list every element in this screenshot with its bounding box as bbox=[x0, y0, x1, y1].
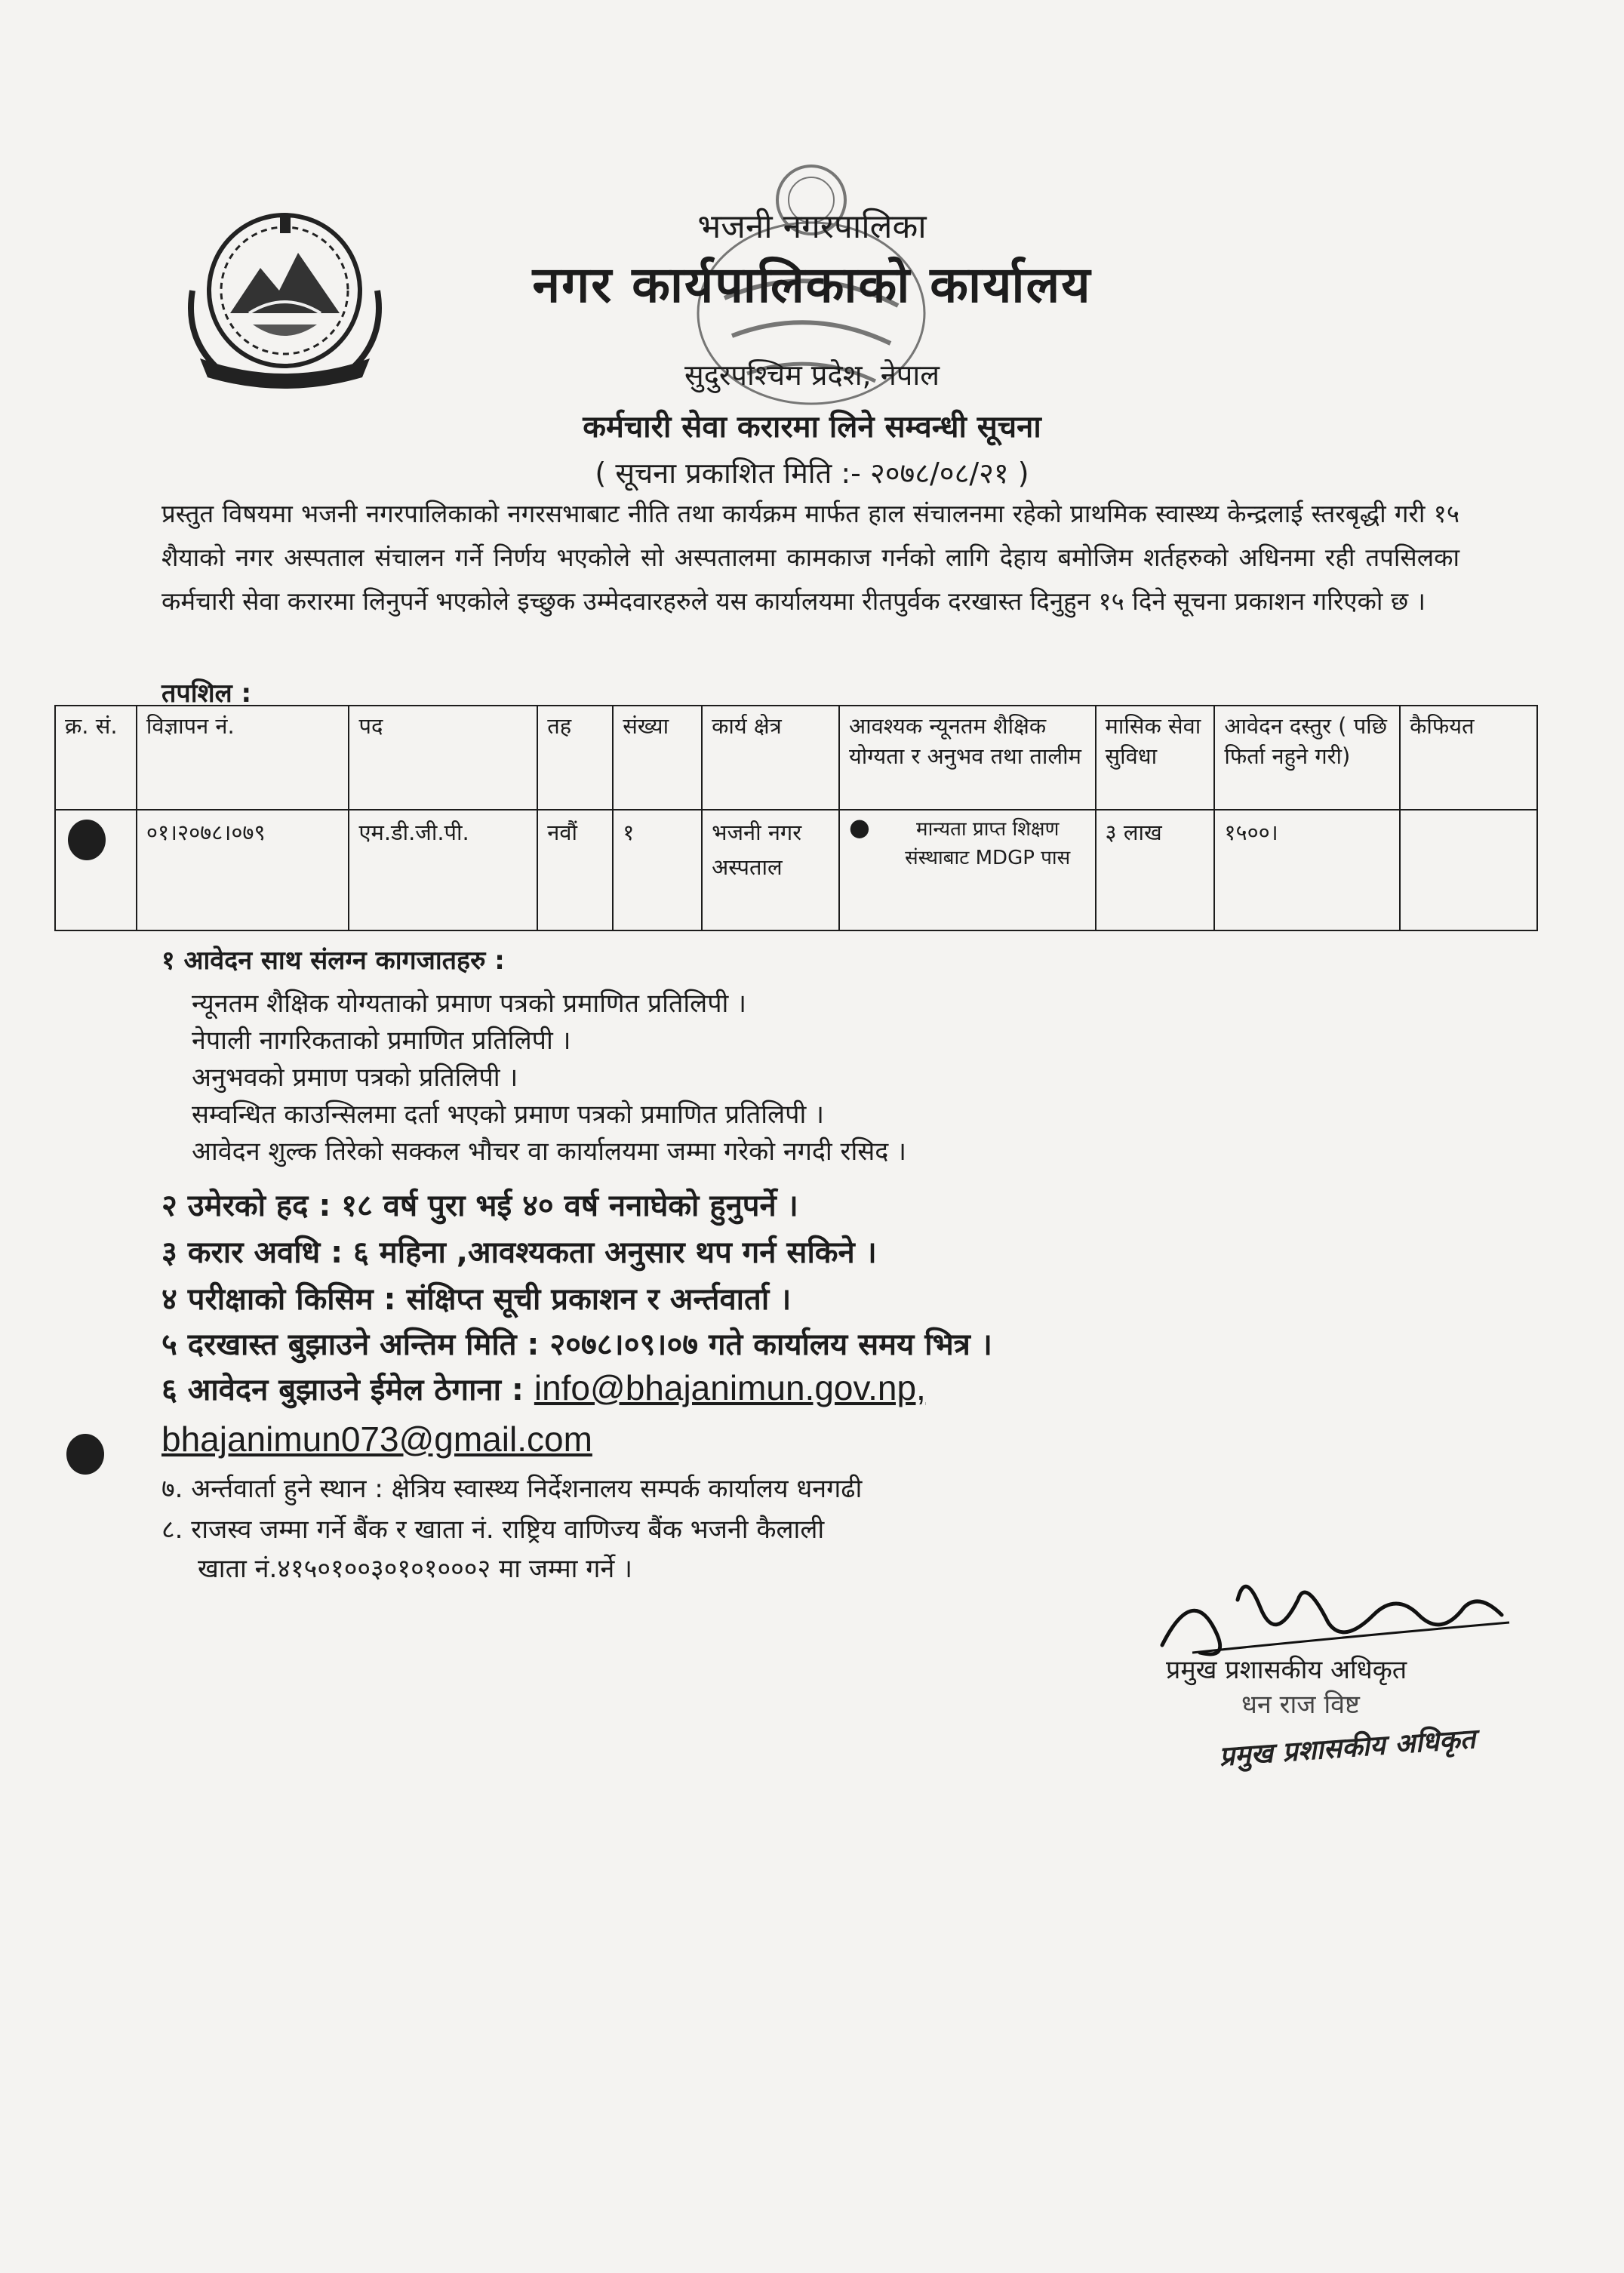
table-header-row bbox=[55, 706, 1537, 810]
stamp-title: प्रमुख प्रशासकीय अधिकृत bbox=[1218, 1724, 1477, 1773]
municipality-name: भजनी नगरपालिका bbox=[697, 208, 927, 246]
qualification-text: मान्यता प्राप्त शिक्षण संस्थाबाट MDGP पास bbox=[905, 818, 1071, 869]
section-contract-period: ३ करार अवधि : ६ महिना ,आवश्यकता अनुसार थप गर्न सकिने । bbox=[161, 1235, 877, 1270]
cell-remarks bbox=[1400, 810, 1537, 930]
section-interview-place: ७. अर्न्तवार्ता हुने स्थान : क्षेत्रिय स्वास्थ्य निर्देशनालय सम्पर्क कार्यालय धनगढी bbox=[161, 1474, 863, 1504]
col-header-level: तह bbox=[537, 706, 613, 810]
list-item: आवेदन शुल्क तिरेको सक्कल भौचर वा कार्यालयमा जम्मा गरेको नगदी रसिद । bbox=[192, 1136, 906, 1167]
col-header-workplace: कार्य क्षेत्र bbox=[702, 706, 839, 810]
cell-workplace: भजनी नगर अस्पताल bbox=[702, 810, 839, 930]
section-age-limit: २ उमेरको हद : १८ वर्ष पुरा भई ४० वर्ष ननाघेको हुनुपर्ने । bbox=[161, 1189, 798, 1223]
cell-qualification bbox=[839, 810, 1096, 930]
email-label: ६ आवेदन बुझाउने ईमेल ठेगाना : bbox=[161, 1373, 534, 1407]
list-item: अनुभवको प्रमाण पत्रको प्रतिलिपी । bbox=[192, 1063, 518, 1093]
section-deadline: ५ दरखास्त बुझाउने अन्तिम मिति : २०७८।०९।०७ गते कार्यालय समय भित्र । bbox=[161, 1327, 992, 1362]
cell-count: १ bbox=[613, 810, 702, 930]
cell-level: नवौं bbox=[537, 810, 613, 930]
office-address: सुदुरपश्चिम प्रदेश, नेपाल bbox=[684, 358, 940, 392]
list-item: सम्वन्धित काउन्सिलमा दर्ता भएको प्रमाण पत्रको प्रमाणित प्रतिलिपी । bbox=[192, 1100, 824, 1130]
col-header-salary: मासिक सेवा सुविधा bbox=[1096, 706, 1215, 810]
section-email bbox=[161, 1367, 926, 1409]
punch-hole bbox=[66, 1434, 104, 1475]
stamp-name: धन राज विष्ट bbox=[1241, 1690, 1360, 1720]
cell-fee: १५००। bbox=[1214, 810, 1400, 930]
list-item: नेपाली नागरिकताको प्रमाणित प्रतिलिपी । bbox=[192, 1026, 571, 1056]
office-name: नगर कार्यपालिकाको कार्यालय bbox=[532, 256, 1092, 314]
section-exam-type: ४ परीक्षाको किसिम : संक्षिप्त सूची प्रकाशन र अर्न्तवार्ता । bbox=[161, 1282, 792, 1317]
cell-post: एम.डी.जी.पी. bbox=[349, 810, 537, 930]
section-bank: ८. राजस्व जम्मा गर्ने बैंक र खाता नं. राष्ट्रिय वाणिज्य बैंक भजनी कैलाली bbox=[161, 1515, 825, 1545]
col-header-sn: क्र. सं. bbox=[55, 706, 137, 810]
section-attachments-title: १ आवेदन साथ संलग्न कागजातहरु : bbox=[161, 946, 505, 976]
intro-paragraph: प्रस्तुत विषयमा भजनी नगरपालिकाको नगरसभाबाट नीति तथा कार्यक्रम मार्फत हाल संचालनमा रहेको प्राथमिक स्वास्थ्य केन्द्रलाई स्तरबृद्धी गरी १५ शैयाको नगर अस्पताल संचालन गर्ने निर्णय भएकोले सो अस्पतालमा कामकाज गर्नको लागि देहाय बमोजिम शर्तहरुको अधिनमा रही तपसिलका कर्मचारी सेवा करारमा लिनुपर्ने भएकोले इच्छुक उम्मेदवारहरुले यस कार्यालयमा रीतपुर्वक दरखास्त दिनुहुन १५ दिने सूचना प्रकाशन गरिएको छ । bbox=[161, 499, 1459, 616]
punch-hole bbox=[68, 820, 106, 860]
vacancy-table bbox=[54, 705, 1538, 931]
col-header-qualification: आवश्यक न्यूनतम शैक्षिक योग्यता र अनुभव तथा तालीम bbox=[839, 706, 1096, 810]
notice-subject: कर्मचारी सेवा करारमा लिने सम्वन्धी सूचना bbox=[583, 410, 1041, 444]
cell-ad-no: ०१।२०७८।०७९ bbox=[137, 810, 349, 930]
qualification-item bbox=[849, 815, 1086, 872]
section-bank-account: खाता नं.४१५०१००३०१०१०००२ मा जम्मा गर्ने । bbox=[198, 1554, 632, 1584]
email-link-secondary[interactable]: bhajanimun073@gmail.com bbox=[161, 1419, 592, 1459]
cell-salary: ३ लाख bbox=[1096, 810, 1215, 930]
publish-date: ( सूचना प्रकाशित मिति :- २०७८/०८/२१ ) bbox=[595, 457, 1029, 490]
list-item: न्यूनतम शैक्षिक योग्यताको प्रमाण पत्रको प्रमाणित प्रतिलिपी । bbox=[192, 989, 747, 1019]
table-row bbox=[55, 810, 1537, 930]
signatory-title: प्रमुख प्रशासकीय अधिकृत bbox=[1166, 1655, 1407, 1685]
col-header-ad-no: विज्ञापन नं. bbox=[137, 706, 349, 810]
col-header-count: संख्या bbox=[613, 706, 702, 810]
tapasil-label: तपशिल : bbox=[161, 678, 252, 709]
attachments-list bbox=[192, 986, 906, 1170]
email-link-primary[interactable]: info@bhajanimun.gov.np, bbox=[534, 1368, 926, 1407]
col-header-fee: आवेदन दस्तुर ( पछि फिर्ता नहुने गरी) bbox=[1214, 706, 1400, 810]
col-header-remarks: कैफियत bbox=[1400, 706, 1537, 810]
bullet-icon: ● bbox=[848, 813, 870, 841]
col-header-post: पद bbox=[349, 706, 537, 810]
